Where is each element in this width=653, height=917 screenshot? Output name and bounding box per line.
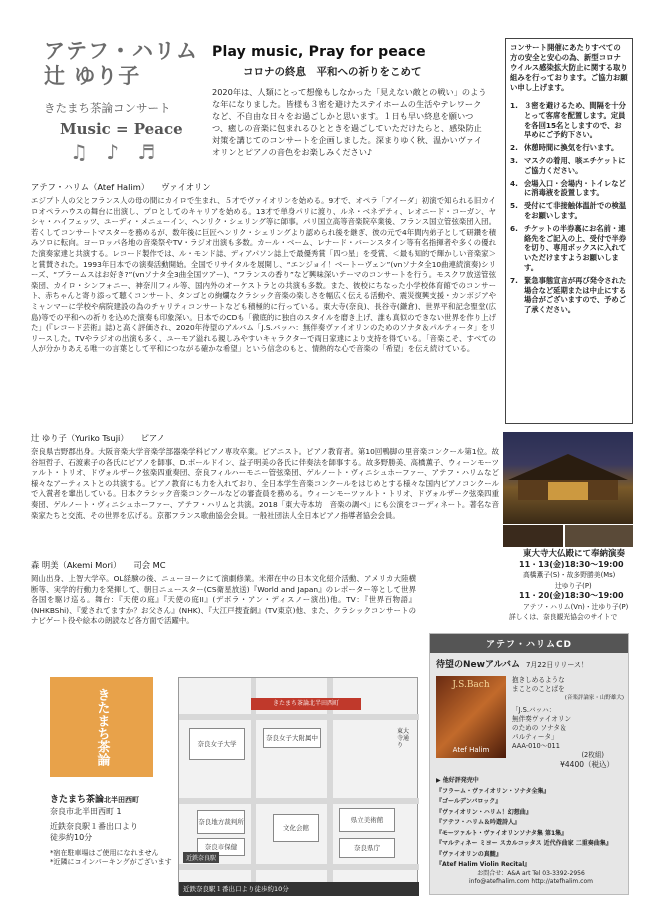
cd-contact — [436, 870, 626, 886]
cd-price: ¥4400（税込） — [560, 760, 614, 769]
notice-item-text: 休憩時間に換気を行います。 — [524, 143, 619, 153]
cd-info — [512, 676, 624, 769]
cd-album: 待望のNewアルバム — [436, 660, 520, 670]
cd-title1: 「J.S.バッハ： — [512, 706, 556, 714]
headline: Play music, Pray for peace — [212, 44, 426, 60]
bio-atef — [31, 181, 496, 355]
cd-contact1: お問合せ：A&A art Tel 03-3392-2956 — [477, 870, 585, 877]
cd-cover — [436, 676, 506, 758]
cd-tagline-by: (音楽評論家・山野雄大) — [564, 695, 624, 701]
venue-name-suffix: 北半田西町 — [104, 796, 140, 804]
notice-item-num: 2. — [510, 143, 518, 153]
map-b1: 奈良女子大学 — [189, 728, 245, 760]
event-note: 詳しくは、奈良観光協会のサイトで — [509, 613, 618, 621]
bio-name: 辻 ゆり子（Yuriko Tsuji） ピアノ — [31, 433, 165, 443]
temple-roof — [508, 454, 628, 480]
map-b3: 文化会館 — [273, 814, 319, 842]
map-road — [179, 864, 419, 870]
event-date1-detail: 高橋薫子(S)・故多野勝美(Ms) — [523, 571, 616, 579]
venue-logo — [50, 677, 153, 777]
bio-yuriko — [31, 432, 499, 521]
cd-others — [436, 776, 626, 871]
notice-item — [510, 179, 628, 199]
notice-item-num: 4. — [510, 178, 518, 188]
map-road — [327, 678, 333, 896]
cd-other-item: 『マルティネー ミヨー スカルコッタス 近代作曲家 二重奏曲集』 — [436, 840, 612, 847]
cd-tagline1: 抱きしめるような — [512, 676, 565, 684]
cd-other-item: 『アテフ・ハリム＆吟遊詩人』 — [436, 819, 521, 826]
map-b2: 奈良女子大附属中 — [263, 728, 321, 748]
cd-other-item: 『ヴァイオリンの真髄』 — [436, 850, 502, 858]
notice-list — [510, 101, 628, 315]
event-date1: 11・13(金)18:30～19:00 — [519, 559, 624, 569]
notice-header: コンサート開催にあたりすべての方の安全と安心の為、新型コロナウイルス感染拡大防止に関する取り組みを行っております。ご協力お願い申し上げます。 — [510, 43, 628, 92]
notice-box — [505, 38, 633, 424]
temple-light — [548, 482, 588, 500]
notice-item — [510, 143, 628, 153]
notice-item-text: 会場入口・会場内・トイレなどに消毒液を設置します。 — [524, 178, 626, 198]
event-date1-detail2: 辻ゆり子(P) — [555, 581, 592, 590]
map-road — [251, 678, 256, 896]
event-date2: 11・20(金)18:30～19:00 — [519, 591, 624, 600]
cd-title3: のための ソナタ＆ — [512, 724, 567, 732]
map-shop-label: きたまち茶論北半田西町 — [251, 698, 361, 710]
notice-item-text: マスクの着用、咳エチケットにご協力ください。 — [524, 155, 626, 175]
event-info — [505, 549, 635, 623]
cd-release: 7月22日リリース！ — [525, 661, 588, 669]
cd-cover-title: J.S.Bach — [452, 680, 490, 690]
cd-discs: (2枚組) — [581, 751, 604, 759]
title-line2: 辻 ゆり子 — [44, 63, 141, 88]
map-b7: 奈良市保健 — [197, 838, 245, 856]
venue-note2: *近隣にコインパーキングがございます — [50, 858, 172, 866]
bio-name: アテフ・ハリム（Atef Halim） ヴァイオリン — [31, 182, 211, 192]
event-photo-small2 — [565, 525, 633, 547]
venue-info — [50, 795, 175, 867]
logo-text: きたまち茶論 — [94, 688, 110, 766]
notice-item — [510, 201, 628, 221]
cd-catalog: AAA-010～011 — [512, 742, 560, 750]
notice-item-text: 受付にて非接触体温計での検温をお願いします。 — [524, 201, 627, 220]
cd-header: アテフ・ハリムCD — [430, 634, 628, 653]
event-photo-small — [503, 525, 563, 547]
bio-text: 奈良県吉野郡出身。大阪音楽大学音楽学部器楽学科ピアノ専攻卒業。ピアニスト。ピアノ教育者。第10回鴨脚の里音楽コンクール第1位。故谷垣哲子、石渡素子の各氏にピアノを師事、D.ボールドイン、益子明美の各氏に伴奏法を師事する。故多野勝美、高橋薫子、ウィーンモーツァルト・トリオ、ドヴォルザーク弦楽四重奏団、奈良フィルハーモニー管弦楽団、ゲルノート・ヴィニシュホーファー、アテフ・ハリムなど様々なアーティストとの共演する。ピアノ教育にも力を入れており、全日本学生音楽コンクールをはじめとする様々な国内ピアノコンクールで入賞者を輩出している。日本クラシック音楽コンクールなどの審査員を務める。ウィーンモーツァルト・トリオ、ドヴォルザーク弦楽四重奏団、ゲルノート・ヴィニシュホーファー、アテフ・ハリムと共演。2018「東大寺本坊 音楽の調べ」にも公演をコーディネート。著名な音楽家たちと交流、その世界を広げる。京都フランス歌曲協会会員。一般社団法人全日本ピアノ指導者協会会員。 — [31, 447, 499, 520]
notice-item-text: 緊急事態宣言が再び発令された場合など延期または中止にする場合がございますので、予めご了承ください。 — [524, 275, 627, 315]
cd-box — [429, 633, 629, 895]
notice-item — [510, 101, 628, 140]
notice-item-text: チケットの半券裏にお名前・連絡先をご記入の上、受付で半券を切り、専用ボックスに入れていただけますようお願いします。 — [524, 223, 627, 272]
map-road-label: 東大寺通り — [397, 728, 410, 749]
todaiji-photo — [503, 432, 633, 524]
event-title: 東大寺大仏殿にて奉納演奏 — [523, 549, 626, 559]
subtitle: きたまち茶論コンサート — [44, 101, 171, 115]
notice-item-num: 3. — [510, 155, 518, 165]
map-road — [179, 714, 419, 720]
bio-text: エジプト人の父とフランス人の母の間にカイロで生まれ、５才でヴァイオリンを始める。9才で、オペラ「アイーダ」初演で知られる旧カイロオペラハウスの舞台に出演し、プロとしてのキャリアを始める。13才で単身パリに渡り、ルネ・ベネデティ、レオニード・コーガン、ヤシャ・ハイフェッツ、ユーディ・メニューイン、ヘンリク・シェリング等に師事。パリ国立高等音楽院卒業後、フランス国立管弦楽団入団。若くしてコンサートマスターを務めるが、数年後に巨匠ヘンリク・シェリングより認められ後を継ぎ、彼の元で4年間内弟子として研鑽を積みソロに転向。ヨーロッパ各地の音楽祭やTV・ラジオ出演も多数。カール・ベーム、レナード・バーンスタイン等有名指揮者や多くの優れた演奏家達と共演する。レコード製作では、ル・モンド誌、ディアパソン誌上で最優秀賞「四つ星」を受賞、＜最も知的で輝かしい音楽家＞と賞賛された。1993年日本での演奏活動開始。全国でリサイタルを展開し、“エンジョイ！ベートーヴェン”(vnソナタ全10曲連続演奏)シリーズ、“ブラームスはお好き?”(vnソナタ全3曲全国ツアー)、“フランスの香り”など興味深いテーマのコンサートを行う。モスクワ放送管弦楽団、カイロ・シンフォニー、神奈川フィル等、国内外のオーケストラとの共演も多数。また、彼校にちなった小学校体育館でのコンサート、赤ちゃんと寄り添って聴くコンサート、タンゴとの絢爛なクラシック音楽の楽しさを幅広く伝える活動や、震災復興支援・カンボジアやミャンマーに学校や病院建設の為のチャリティコンサートなども積極的に行っている。東大寺(奈良)、長谷寺(鎌倉)、世界平和記念聖堂(広島)等での平和への祈りを込めた演奏も印象深い。日本でのCDも「徹底的に独自のスタイルを磨き上げ、誰も真似のできない世界を作り上げた」(『レコード芸術』誌)と高く評価され、2020年待望のアルバム「J.S.バッハ：無伴奏ヴァイオリンのためのソナタ＆パルティータ」をリリースした。TVやラジオの出演も多く、ユーモア溢れる親しみやすいキャラクターで両日家達により支持を得ている。「音楽こそ、すべての人が分かりあえる唯一の言葉として平和につながる確かな希望」という信念のもと、情熱的な心で音楽の「希望」を伝え続けている。 — [31, 196, 496, 354]
music-notes-icon: ♫ ♪ ♬ — [70, 140, 162, 164]
notice-item-num: 5. — [510, 201, 518, 211]
notice-item — [510, 156, 628, 176]
notice-item-text: ３密を避けるため、間隔を十分とって客席を配置します。定員を各回15名としますので、お早めにご予約下さい。 — [524, 101, 626, 140]
cd-others-head: ▶ 他好評発売中 — [436, 777, 479, 784]
notice-item — [510, 224, 628, 273]
venue-name: きたまち茶論 — [50, 795, 105, 805]
notice-item-num: 7. — [510, 275, 518, 285]
map-road — [179, 798, 419, 804]
map-b5: 奈良県庁 — [339, 838, 395, 858]
music-peace: Music = Peace — [60, 120, 183, 138]
cd-other-item: 『モーツァルト・ヴァイオリンソナタ集 第1集』 — [436, 829, 568, 837]
notice-item-num: 1. — [510, 101, 518, 110]
cd-other-item: 『ゴールデンバロック』 — [436, 798, 502, 805]
cd-other-item: 『Atef Halim Violin Recital』 — [436, 861, 531, 868]
venue-note1: *宿在駐車場はご使用になれません — [50, 849, 159, 857]
cd-title2: 無伴奏ヴァイオリン — [512, 715, 572, 723]
title-line1: アテフ・ハリム — [44, 38, 198, 63]
intro-text: 2020年は、人類にとって想像もしなかった「見えない敵との戦い」のような年になりました。皆様も３密を避けたステイホームの生活やテレワークなど、不自由な日々をお過ごしかと思います。１日も早い終息を願いつつ、癒しの音楽に包まれるひとときを過ごしていただけたらと、感染防止対策を講じてのコンサートを企画しました。深まりゆく秋、温かいヴァイオリンとピアノの音色をお楽しみください♪ — [212, 87, 487, 157]
map-station: 近鉄奈良駅 — [183, 852, 219, 863]
cd-others-list — [436, 787, 626, 871]
venue-access1: 近鉄奈良駅１番出口より — [50, 822, 138, 831]
map-b4: 県立美術館 — [339, 808, 395, 832]
venue-map[interactable] — [178, 677, 418, 895]
cd-other-item: 『ヴァイオリン・ハリム！幻想曲』 — [436, 808, 532, 816]
notice-item — [510, 276, 628, 315]
venue-address: 奈良市北半田西町 1 — [50, 807, 122, 816]
cd-contact2: info@atefhalim.com http://atefhalim.com — [469, 878, 593, 885]
map-footer: 近鉄奈良駅１番出口より徒歩約10分 — [179, 882, 419, 896]
bio-akemi — [31, 559, 416, 627]
cd-title4: パルティータ」 — [512, 733, 558, 741]
cd-tagline2: まことのことばを — [512, 685, 565, 693]
cd-other-item: 『フラーム・ヴァイオリン・ソナタ全集』 — [436, 787, 550, 795]
cd-cover-artist: Atef Halim — [452, 746, 490, 754]
event-date2-detail: アテフ・ハリム(Vn)・辻ゆり子(P) — [523, 602, 629, 611]
venue-access2: 徒歩約10分 — [50, 833, 93, 842]
map-b6: 奈良地方裁判所 — [197, 810, 245, 834]
headline-sub: コロナの終息 平和への祈りをこめて — [243, 66, 422, 78]
notice-item-num: 6. — [510, 223, 518, 233]
bio-text: 岡山出身、上智大学卒。OL経験の後、ニューヨークにて演劇修業。米滞在中の日本文化紹介活動、アメリカ大陸横断等、実学的行動力を発揮して、朝日ニュースター(CS衛星放送)『World and Japan』のレポーター等として世界各国を駆け巡る。舞台：『天使の庭』『天使の庭II』(デボラ・アン・ディスノー演出)他。TV：『世界百物語』(NHKBShi)、『愛されてますか？お父さん』(NHK)、『大江戸捜査網』(TV東京)他、また、クラシックコンサートのナビゲート役や絵本の朗読など各方面で活躍中。 — [31, 574, 416, 626]
bio-name: 森 明美（Akemi Mori） 司会 MC — [31, 560, 166, 570]
